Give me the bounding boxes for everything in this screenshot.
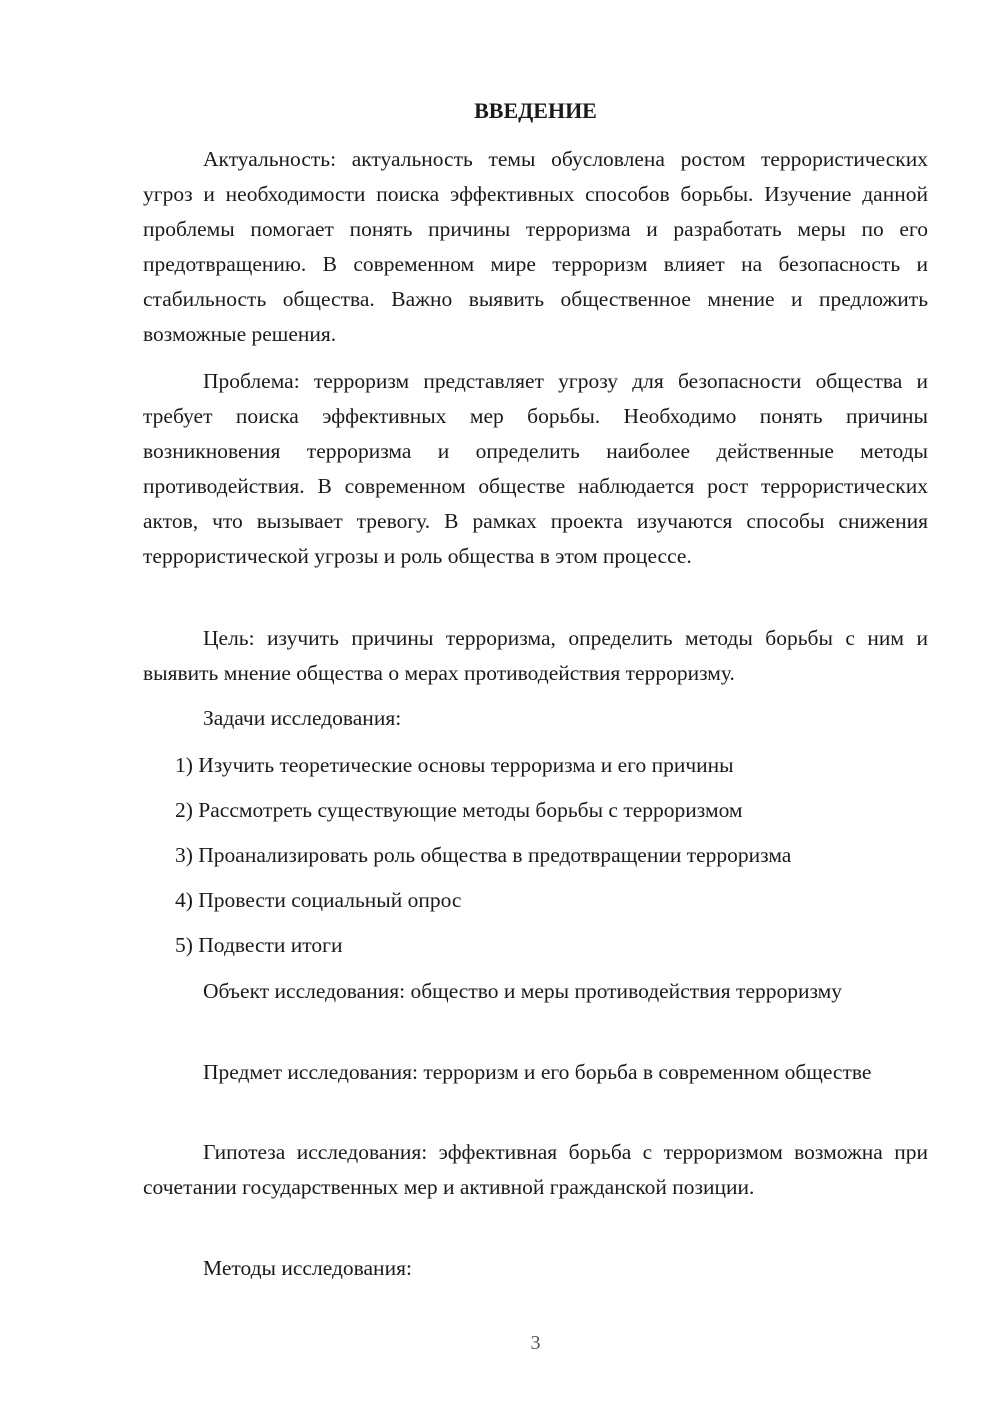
document-page: [143, 0, 928, 1414]
section-heading: ВВЕДЕНИЕ: [474, 98, 597, 123]
list-item: 1) Изучить теоретические основы терроризма и его причины: [175, 753, 734, 777]
list-item: 4) Провести социальный опрос: [175, 888, 462, 912]
paragraph-problem: Проблема: терроризм представляет угрозу для безопасности общества и требует поиска эффективных мер борьбы. Необходимо понять причины возникновения терроризма и определить наиболее действенные методы противодействия. В современном обществе наблюдается рост террористических актов, что вызывает тревогу. В рамках проекта изучаются способы снижения террористической угрозы и роль общества в этом процессе.: [143, 369, 928, 568]
tasks-heading: Задачи исследования:: [203, 706, 402, 730]
list-item: 2) Рассмотреть существующие методы борьбы с терроризмом: [175, 798, 743, 822]
paragraph-relevance: Актуальность: актуальность темы обусловлена ростом террористических угроз и необходимости поиска эффективных способов борьбы. Изучение данной проблемы помогает понять причины терроризма и разработать меры по его предотвращению. В современном мире терроризм влияет на безопасность и стабильность общества. Важно выявить общественное мнение и предложить возможные решения.: [143, 147, 928, 346]
paragraph-hypothesis: Гипотеза исследования: эффективная борьба с терроризмом возможна при сочетании государственных мер и активной гражданской позиции.: [143, 1140, 928, 1199]
paragraph-subject: Предмет исследования: терроризм и его борьба в современном обществе: [203, 1060, 872, 1084]
paragraph-methods: Методы исследования:: [203, 1256, 412, 1280]
paragraph-goal: Цель: изучить причины терроризма, определить методы борьбы с ним и выявить мнение общества о мерах противодействия терроризму.: [143, 626, 928, 685]
list-item: 5) Подвести итоги: [175, 933, 343, 957]
list-item: 3) Проанализировать роль общества в предотвращении терроризма: [175, 843, 792, 867]
page-number: 3: [530, 1332, 541, 1354]
paragraph-object: Объект исследования: общество и меры противодействия терроризму: [203, 979, 843, 1003]
